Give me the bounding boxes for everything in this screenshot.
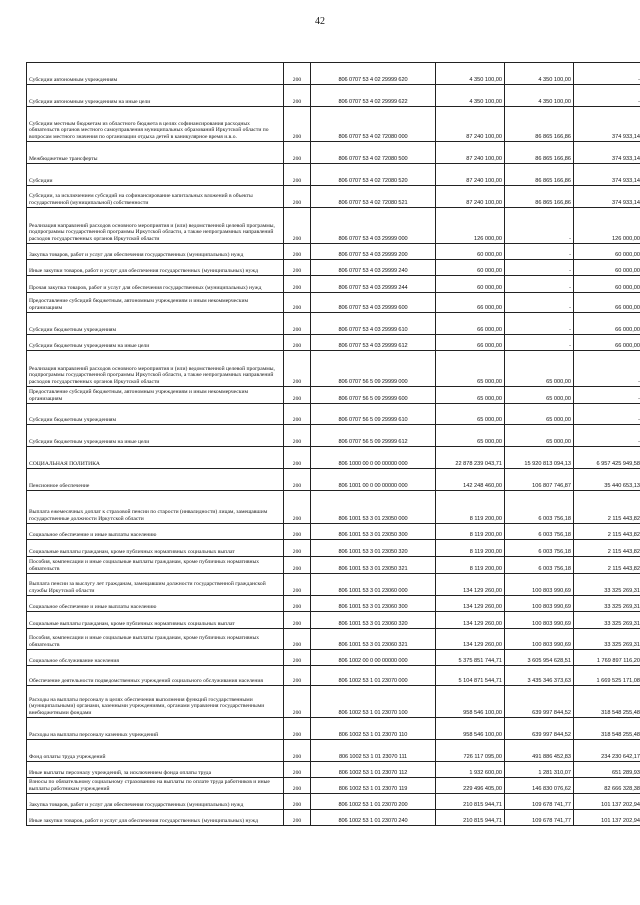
executed-amount-cell: 100 803 990,69 [505,596,574,612]
executed-amount-cell: 639 997 844,52 [505,718,574,740]
budget-classification-code-cell: 806 1001 53 3 01 23050 321 [311,557,436,574]
budget-classification-code-cell: 806 1002 53 1 01 23070 110 [311,718,436,740]
line-code-cell: 200 [284,85,311,107]
table-row [27,810,640,826]
executed-amount-cell: 65 000,00 [505,387,574,404]
approved-amount-cell: 60 000,00 [436,276,505,293]
expense-name-cell: Субсидии местным бюджетам из областного бюджета в целях софинансирования расходных обязательств органов местного самоуправления муниципальных образований Иркутской области по вопросам местного значения по организации отдыха детей в каникулярное время и.в.о. [27,107,284,142]
line-code-cell: 200 [284,276,311,293]
budget-classification-code-cell: 806 0707 53 4 02 29999 620 [311,63,436,85]
budget-classification-code-cell: 806 0707 56 5 09 29999 600 [311,387,436,404]
approved-amount-cell: 210 815 944,71 [436,810,505,826]
expense-name-cell: Иные закупки товаров, работ и услуг для обеспечения государственных (муниципальных) нужд [27,260,284,276]
executed-amount-cell: 15 920 813 094,13 [505,447,574,469]
line-code-cell: 200 [284,686,311,718]
remaining-amount-cell: 66 000,00 [574,335,640,351]
approved-amount-cell: 60 000,00 [436,260,505,276]
table-row [27,740,640,762]
remaining-amount-cell: 33 325 269,31 [574,629,640,650]
table-row [27,612,640,629]
remaining-amount-cell: 374 933,14 [574,107,640,142]
remaining-amount-cell: 35 440 653,13 [574,469,640,491]
table-row [27,186,640,208]
expense-name-cell: Предоставление субсидий бюджетным, автономным учреждениям и иным некоммерческим организациям [27,293,284,313]
executed-amount-cell: 100 803 990,69 [505,629,574,650]
approved-amount-cell: 65 000,00 [436,404,505,425]
remaining-amount-cell: 66 000,00 [574,313,640,335]
approved-amount-cell: 66 000,00 [436,335,505,351]
expense-name-cell: Социальное обеспечение и иные выплаты населению [27,524,284,540]
line-code-cell: 200 [284,650,311,666]
line-code-cell: 200 [284,524,311,540]
line-code-cell: 200 [284,142,311,164]
remaining-amount-cell: - [574,63,640,85]
budget-classification-code-cell: 806 1001 53 3 01 23060 300 [311,596,436,612]
table-row [27,107,640,142]
approved-amount-cell: 8 119 200,00 [436,491,505,524]
table-row [27,335,640,351]
approved-amount-cell: 87 240 100,00 [436,142,505,164]
remaining-amount-cell: 60 000,00 [574,276,640,293]
executed-amount-cell: 86 865 166,86 [505,142,574,164]
remaining-amount-cell: 2 115 443,82 [574,491,640,524]
expense-name-cell: Субсидии бюджетным учреждениям [27,313,284,335]
approved-amount-cell: 134 129 260,00 [436,612,505,629]
table-row [27,718,640,740]
line-code-cell: 200 [284,186,311,208]
line-code-cell: 200 [284,208,311,244]
approved-amount-cell: 65 000,00 [436,425,505,447]
expense-name-cell: Иные выплаты персоналу учреждений, за исключением фонда оплаты труда [27,762,284,778]
table-row [27,794,640,810]
expense-name-cell: Предоставление субсидий бюджетным, автономным учреждениям и иным некоммерческим организациям [27,387,284,404]
approved-amount-cell: 134 129 260,00 [436,596,505,612]
remaining-amount-cell: 651 289,93 [574,762,640,778]
table-row [27,404,640,425]
expense-name-cell: Социальные выплаты гражданам, кроме публичных нормативных социальных выплат [27,612,284,629]
table-row [27,762,640,778]
remaining-amount-cell: 234 230 642,17 [574,740,640,762]
budget-classification-code-cell: 806 1001 53 3 01 23060 321 [311,629,436,650]
budget-classification-code-cell: 806 1000 00 0 00 00000 000 [311,447,436,469]
budget-classification-code-cell: 806 0707 53 4 03 29999 244 [311,276,436,293]
table-row [27,557,640,574]
budget-classification-code-cell: 806 1001 00 0 00 00000 000 [311,469,436,491]
line-code-cell: 200 [284,574,311,596]
table-row [27,524,640,540]
remaining-amount-cell: 2 115 443,82 [574,524,640,540]
remaining-amount-cell: 33 325 269,31 [574,596,640,612]
expense-name-cell: Закупка товаров, работ и услуг для обеспечения государственных (муниципальных) нужд [27,794,284,810]
approved-amount-cell: 4 350 100,00 [436,85,505,107]
budget-classification-code-cell: 806 1002 53 1 01 23070 112 [311,762,436,778]
executed-amount-cell: 86 865 166,86 [505,186,574,208]
remaining-amount-cell: 2 115 443,82 [574,540,640,557]
expense-name-cell: Межбюджетные трансферты [27,142,284,164]
approved-amount-cell: 229 496 405,00 [436,778,505,794]
budget-classification-code-cell: 806 1001 53 3 01 23060 320 [311,612,436,629]
expense-name-cell: Расходы на выплаты персоналу казенных учреждений [27,718,284,740]
table-row [27,425,640,447]
line-code-cell: 200 [284,244,311,260]
executed-amount-cell: 100 803 990,69 [505,612,574,629]
expense-name-cell: СОЦИАЛЬНАЯ ПОЛИТИКА [27,447,284,469]
remaining-amount-cell: 318 548 255,48 [574,686,640,718]
budget-classification-code-cell: 806 0707 53 4 03 29999 610 [311,313,436,335]
executed-amount-cell: - [505,293,574,313]
budget-classification-code-cell: 806 1002 53 1 01 23070 200 [311,794,436,810]
line-code-cell: 200 [284,666,311,686]
budget-classification-code-cell: 806 0707 53 4 02 72080 000 [311,107,436,142]
expense-name-cell: Субсидии бюджетным учреждениям на иные цели [27,425,284,447]
line-code-cell: 200 [284,447,311,469]
budget-classification-code-cell: 806 1001 53 3 01 23060 000 [311,574,436,596]
remaining-amount-cell: 82 666 328,38 [574,778,640,794]
budget-classification-code-cell: 806 0707 56 5 09 29999 612 [311,425,436,447]
executed-amount-cell: - [505,313,574,335]
executed-amount-cell: 65 000,00 [505,351,574,387]
remaining-amount-cell: 374 933,14 [574,142,640,164]
expense-name-cell: Обеспечение деятельности подведомственных учреждений социального обслуживания населения [27,666,284,686]
approved-amount-cell: 134 129 260,00 [436,629,505,650]
executed-amount-cell: - [505,260,574,276]
remaining-amount-cell: - [574,387,640,404]
line-code-cell: 200 [284,629,311,650]
table-row [27,387,640,404]
budget-classification-code-cell: 806 0707 53 4 02 72080 500 [311,142,436,164]
executed-amount-cell: 4 350 100,00 [505,85,574,107]
approved-amount-cell: 8 119 200,00 [436,557,505,574]
expense-name-cell: Социальные выплаты гражданам, кроме публичных нормативных социальных выплат [27,540,284,557]
executed-amount-cell: - [505,208,574,244]
executed-amount-cell: 6 003 756,18 [505,540,574,557]
executed-amount-cell: 6 003 756,18 [505,491,574,524]
approved-amount-cell: 8 119 200,00 [436,524,505,540]
expense-name-cell: Закупка товаров, работ и услуг для обеспечения государственных (муниципальных) нужд [27,244,284,260]
budget-classification-code-cell: 806 1002 00 0 00 00000 000 [311,650,436,666]
budget-classification-code-cell: 806 0707 53 4 03 29999 000 [311,208,436,244]
approved-amount-cell: 87 240 100,00 [436,164,505,186]
budget-classification-code-cell: 806 1002 53 1 01 23070 100 [311,686,436,718]
approved-amount-cell: 22 878 239 043,71 [436,447,505,469]
table-row [27,313,640,335]
approved-amount-cell: 210 815 944,71 [436,794,505,810]
budget-classification-code-cell: 806 0707 53 4 03 29999 600 [311,293,436,313]
expense-name-cell: Взносы по обязательному социальному страхованию на выплаты по оплате труда работников и иные выплаты работникам учреждений [27,778,284,794]
approved-amount-cell: 66 000,00 [436,293,505,313]
table-row [27,629,640,650]
line-code-cell: 200 [284,164,311,186]
remaining-amount-cell: - [574,85,640,107]
line-code-cell: 200 [284,335,311,351]
expense-name-cell: Социальное обеспечение и иные выплаты населению [27,596,284,612]
executed-amount-cell: 65 000,00 [505,425,574,447]
approved-amount-cell: 5 104 871 544,71 [436,666,505,686]
table-row [27,778,640,794]
table-row [27,540,640,557]
executed-amount-cell: 4 350 100,00 [505,63,574,85]
approved-amount-cell: 726 117 095,00 [436,740,505,762]
executed-amount-cell: 6 003 756,18 [505,524,574,540]
table-row [27,351,640,387]
page-number: 42 [315,16,325,27]
budget-classification-code-cell: 806 0707 53 4 02 72080 520 [311,164,436,186]
executed-amount-cell: 639 997 844,52 [505,686,574,718]
approved-amount-cell: 1 932 600,00 [436,762,505,778]
remaining-amount-cell: 318 548 255,48 [574,718,640,740]
expense-name-cell: Прочая закупка товаров, работ и услуг для обеспечения государственных (муниципальных) нужд [27,276,284,293]
table-row [27,63,640,85]
line-code-cell: 200 [284,762,311,778]
table-row [27,260,640,276]
table-row [27,666,640,686]
remaining-amount-cell: 374 933,14 [574,186,640,208]
approved-amount-cell: 87 240 100,00 [436,107,505,142]
line-code-cell: 200 [284,260,311,276]
budget-classification-code-cell: 806 0707 53 4 03 29999 200 [311,244,436,260]
remaining-amount-cell: 101 137 202,94 [574,794,640,810]
table-row [27,447,640,469]
executed-amount-cell: 100 803 990,69 [505,574,574,596]
table-row [27,574,640,596]
expense-name-cell: Пенсионное обеспечение [27,469,284,491]
table-row [27,469,640,491]
remaining-amount-cell: 2 115 443,82 [574,557,640,574]
remaining-amount-cell: 33 325 269,31 [574,574,640,596]
line-code-cell: 200 [284,740,311,762]
remaining-amount-cell: 374 933,14 [574,164,640,186]
line-code-cell: 200 [284,387,311,404]
budget-classification-code-cell: 806 0707 56 5 09 29999 000 [311,351,436,387]
expense-name-cell: Субсидии, за исключением субсидий на софинансирование капитальных вложений в объекты государственной (муниципальной) собственности [27,186,284,208]
budget-classification-code-cell: 806 0707 53 4 03 29999 240 [311,260,436,276]
executed-amount-cell: 86 865 166,86 [505,164,574,186]
line-code-cell: 200 [284,794,311,810]
table-row [27,276,640,293]
executed-amount-cell: 86 865 166,86 [505,107,574,142]
line-code-cell: 200 [284,425,311,447]
budget-classification-code-cell: 806 1001 53 3 01 23050 300 [311,524,436,540]
approved-amount-cell: 142 248 460,00 [436,469,505,491]
line-code-cell: 200 [284,612,311,629]
budget-classification-code-cell: 806 0707 56 5 09 29999 610 [311,404,436,425]
line-code-cell: 200 [284,557,311,574]
budget-classification-code-cell: 806 1002 53 1 01 23070 240 [311,810,436,826]
expense-name-cell: Пособия, компенсации и иные социальные выплаты гражданам, кроме публичных нормативных обязательств [27,629,284,650]
remaining-amount-cell: 1 769 897 116,20 [574,650,640,666]
remaining-amount-cell: - [574,425,640,447]
executed-amount-cell: 491 886 452,83 [505,740,574,762]
approved-amount-cell: 134 129 260,00 [436,574,505,596]
remaining-amount-cell: 101 137 202,94 [574,810,640,826]
executed-amount-cell: 65 000,00 [505,404,574,425]
executed-amount-cell: 1 281 310,07 [505,762,574,778]
remaining-amount-cell: 60 000,00 [574,260,640,276]
executed-amount-cell: - [505,276,574,293]
expense-name-cell: Расходы на выплаты персоналу в целях обеспечения выполнения функций государственными (муниципальными) органами, казенными учреждениями, органами управления государственными внебюджетными фондами [27,686,284,718]
budget-classification-code-cell: 806 1002 53 1 01 23070 119 [311,778,436,794]
executed-amount-cell: 3 435 346 373,63 [505,666,574,686]
table-row [27,85,640,107]
expense-name-cell: Пособия, компенсации и иные социальные выплаты гражданам, кроме публичных нормативных обязательств [27,557,284,574]
approved-amount-cell: 8 119 200,00 [436,540,505,557]
remaining-amount-cell: 6 957 425 949,58 [574,447,640,469]
executed-amount-cell: - [505,244,574,260]
budget-classification-code-cell: 806 0707 53 4 03 29999 612 [311,335,436,351]
table-row [27,164,640,186]
approved-amount-cell: 958 546 100,00 [436,686,505,718]
approved-amount-cell: 87 240 100,00 [436,186,505,208]
line-code-cell: 200 [284,810,311,826]
executed-amount-cell: 3 605 954 628,51 [505,650,574,666]
expense-name-cell: Выплата ежемесячных доплат к страховой пенсии по старости (инвалидности) лицам, замещавшим государственные должности Иркутской области [27,491,284,524]
line-code-cell: 200 [284,778,311,794]
line-code-cell: 200 [284,540,311,557]
line-code-cell: 200 [284,293,311,313]
expense-name-cell: Иные закупки товаров, работ и услуг для обеспечения государственных (муниципальных) нужд [27,810,284,826]
budget-classification-code-cell: 806 1002 53 1 01 23070 111 [311,740,436,762]
table-row [27,491,640,524]
approved-amount-cell: 126 000,00 [436,208,505,244]
line-code-cell: 200 [284,404,311,425]
expense-name-cell: Реализация направлений расходов основного мероприятия и (или) ведомственной целевой программы, подпрограммы государственной программы Иркутской области, а также непрограммных направлений расходов государственных органов Иркутской области [27,208,284,244]
expense-name-cell: Социальное обслуживание населения [27,650,284,666]
remaining-amount-cell: - [574,351,640,387]
executed-amount-cell: 106 807 746,87 [505,469,574,491]
executed-amount-cell: - [505,335,574,351]
line-code-cell: 200 [284,469,311,491]
budget-classification-code-cell: 806 0707 53 4 02 29999 622 [311,85,436,107]
remaining-amount-cell: 33 325 269,31 [574,612,640,629]
line-code-cell: 200 [284,107,311,142]
table-row [27,293,640,313]
budget-classification-code-cell: 806 1001 53 3 01 23050 000 [311,491,436,524]
approved-amount-cell: 65 000,00 [436,351,505,387]
table-row [27,650,640,666]
executed-amount-cell: 109 678 741,77 [505,794,574,810]
remaining-amount-cell: 66 000,00 [574,293,640,313]
executed-amount-cell: 109 678 741,77 [505,810,574,826]
budget-execution-table [26,62,640,826]
expense-name-cell: Реализация направлений расходов основного мероприятия и (или) ведомственной целевой программы, подпрограммы государственной программы Иркутской области, а также непрограммных направлений расходов государственных органов Иркутской области [27,351,284,387]
remaining-amount-cell: - [574,404,640,425]
expense-name-cell: Субсидии [27,164,284,186]
remaining-amount-cell: 60 000,00 [574,244,640,260]
line-code-cell: 200 [284,596,311,612]
budget-classification-code-cell: 806 1002 53 1 01 23070 000 [311,666,436,686]
table-row [27,686,640,718]
table-row [27,142,640,164]
approved-amount-cell: 5 375 851 744,71 [436,650,505,666]
table-row [27,244,640,260]
approved-amount-cell: 60 000,00 [436,244,505,260]
line-code-cell: 200 [284,63,311,85]
expense-name-cell: Субсидии бюджетным учреждениям [27,404,284,425]
approved-amount-cell: 4 350 100,00 [436,63,505,85]
executed-amount-cell: 6 003 756,18 [505,557,574,574]
budget-classification-code-cell: 806 1001 53 3 01 23050 320 [311,540,436,557]
expense-name-cell: Фонд оплаты труда учреждений [27,740,284,762]
approved-amount-cell: 65 000,00 [436,387,505,404]
line-code-cell: 200 [284,718,311,740]
table-row [27,208,640,244]
approved-amount-cell: 958 546 100,00 [436,718,505,740]
budget-classification-code-cell: 806 0707 53 4 02 72080 521 [311,186,436,208]
expense-name-cell: Субсидии бюджетным учреждениям на иные цели [27,335,284,351]
line-code-cell: 200 [284,313,311,335]
line-code-cell: 200 [284,351,311,387]
executed-amount-cell: 146 830 076,62 [505,778,574,794]
remaining-amount-cell: 1 669 525 171,08 [574,666,640,686]
expense-name-cell: Выплата пенсии за выслугу лет гражданам, замещавшим должности государственной гражданской службы Иркутской области [27,574,284,596]
table-row [27,596,640,612]
expense-name-cell: Субсидии автономным учреждениям на иные цели [27,85,284,107]
expense-name-cell: Субсидии автономным учреждениям [27,63,284,85]
remaining-amount-cell: 126 000,00 [574,208,640,244]
line-code-cell: 200 [284,491,311,524]
approved-amount-cell: 66 000,00 [436,313,505,335]
